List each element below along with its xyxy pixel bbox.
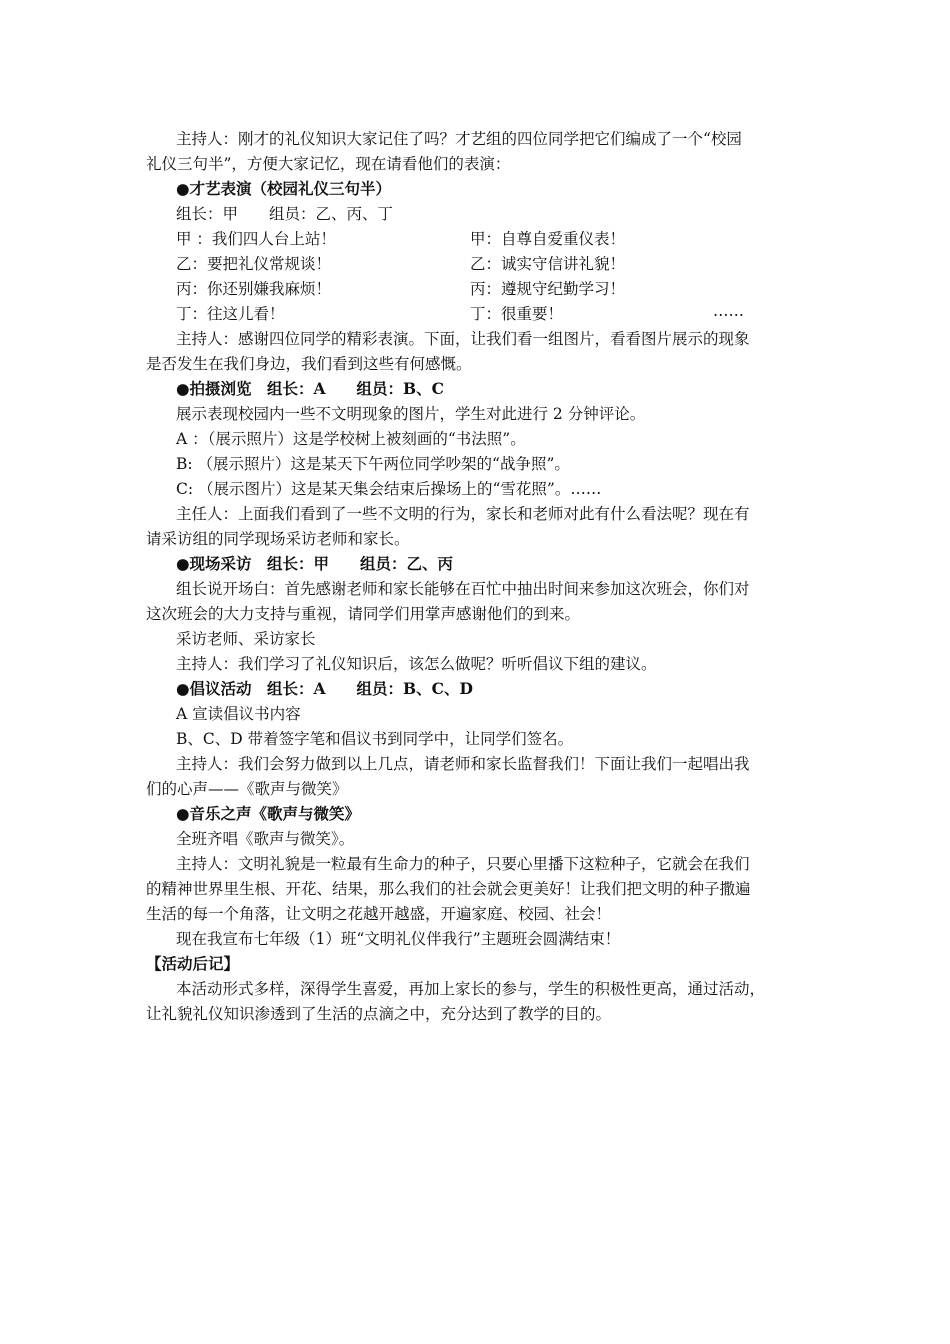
paragraph-host-intro-line2: 礼仪三句半”，方便大家记忆，现在请看他们的表演： <box>146 155 511 173</box>
paragraph-afterword-line2: 让礼貌礼仪知识渗透到了生活的点滴之中，充分达到了教学的目的。 <box>146 1005 612 1023</box>
group-members-talent: 组长：甲 组员：乙、丙、丁 <box>176 205 394 223</box>
section-heading-music: ●音乐之声《歌声与微笑》 <box>176 804 361 823</box>
section-heading-photo-browse: ●拍摄浏览 组长：A 组员：B、C <box>176 379 444 398</box>
paragraph-host-intro-line1: 主持人：刚才的礼仪知识大家记住了吗？才艺组的四位同学把它们编成了一个“校园 <box>176 130 742 148</box>
paragraph-host-thanks-line1: 主持人：感谢四位同学的精彩表演。下面，让我们看一组图片，看看图片展示的现象 <box>176 330 750 348</box>
paragraph-host-closing-line1: 主持人：文明礼貌是一粒最有生命力的种子，只要心里播下这粒种子，它就会在我们 <box>176 855 750 873</box>
verse-right-2: 乙：诚实守信讲礼貌！ <box>470 255 626 273</box>
paragraph-announcement: 现在我宣布七年级（1）班“文明礼仪伴我行”主题班会圆满结束！ <box>176 930 621 948</box>
section-heading-afterword: 【活动后记】 <box>146 954 240 973</box>
paragraph-opening-line1: 组长说开场白：首先感谢老师和家长能够在百忙中抽出时间来参加这次班会，你们对 <box>176 580 750 598</box>
paragraph-host-thanks-line2: 是否发生在我们身边，我们看到这些有何感慨。 <box>146 355 472 373</box>
verse-right-1: 甲：自尊自爱重仪表！ <box>470 230 626 248</box>
paragraph-proposal-sign: B、C、D 带着签字笔和倡议书到同学中，让同学们签名。 <box>176 730 574 748</box>
paragraph-host-song-line2: 们的心声——《歌声与微笑》 <box>146 780 348 798</box>
paragraph-opening-line2: 这次班会的大力支持与重视，请同学们用掌声感谢他们的到来。 <box>146 605 581 623</box>
verse-left-4: 丁：往这儿看！ <box>176 305 285 323</box>
paragraph-host-question-line1: 主任人：上面我们看到了一些不文明的行为，家长和老师对此有什么看法呢？现在有 <box>176 505 750 523</box>
photo-item-b: B: （展示照片）这是某天下午两位同学吵架的“战争照”。 <box>176 455 570 473</box>
paragraph-host-song-line1: 主持人：我们会努力做到以上几点，请老师和家长监督我们！下面让我们一起唱出我 <box>176 755 750 773</box>
verse-left-3: 丙：你还别嫌我麻烦！ <box>176 280 332 298</box>
photo-item-a: A ：（展示照片）这是学校树上被刻画的“书法照”。 <box>176 430 526 448</box>
verse-right-4: 丁：很重要！ <box>470 305 564 323</box>
section-heading-proposal: ●倡议活动 组长：A 组员：B、C、D <box>176 679 473 698</box>
verse-left-2: 乙：要把礼仪常规谈！ <box>176 255 332 273</box>
section-heading-interview: ●现场采访 组长：甲 组员：乙、丙 <box>176 554 454 573</box>
paragraph-class-sing: 全班齐唱《歌声与微笑》。 <box>176 830 355 848</box>
paragraph-proposal-read: A 宣读倡议书内容 <box>176 705 301 723</box>
paragraph-host-closing-line3: 生活的每一个角落，让文明之花越开越盛，开遍家庭、校园、社会！ <box>146 905 612 923</box>
paragraph-photo-description: 展示表现校园内一些不文明现象的图片，学生对此进行 2 分钟评论。 <box>176 405 646 423</box>
photo-item-c: C: （展示图片）这是某天集会结束后操场上的“雪花照”。…… <box>176 480 602 498</box>
verse-ellipsis: …… <box>713 302 744 320</box>
paragraph-host-question-line2: 请采访组的同学现场采访老师和家长。 <box>146 530 410 548</box>
paragraph-interview-targets: 采访老师、采访家长 <box>176 630 316 648</box>
paragraph-host-closing-line2: 的精神世界里生根、开花、结果，那么我们的社会就会更美好！让我们把文明的种子撒遍 <box>146 880 751 898</box>
verse-left-1: 甲 ：我们四人台上站！ <box>176 230 336 248</box>
section-heading-talent-show: ●才艺表演（校园礼仪三句半） <box>176 179 392 198</box>
verse-right-3: 丙：遵规守纪勤学习！ <box>470 280 626 298</box>
paragraph-host-proposal: 主持人：我们学习了礼仪知识后，该怎么做呢？听听倡议下组的建议。 <box>176 655 657 673</box>
paragraph-afterword-line1: 本活动形式多样，深得学生喜爱，再加上家长的参与，学生的积极性更高，通过活动， <box>176 980 766 998</box>
